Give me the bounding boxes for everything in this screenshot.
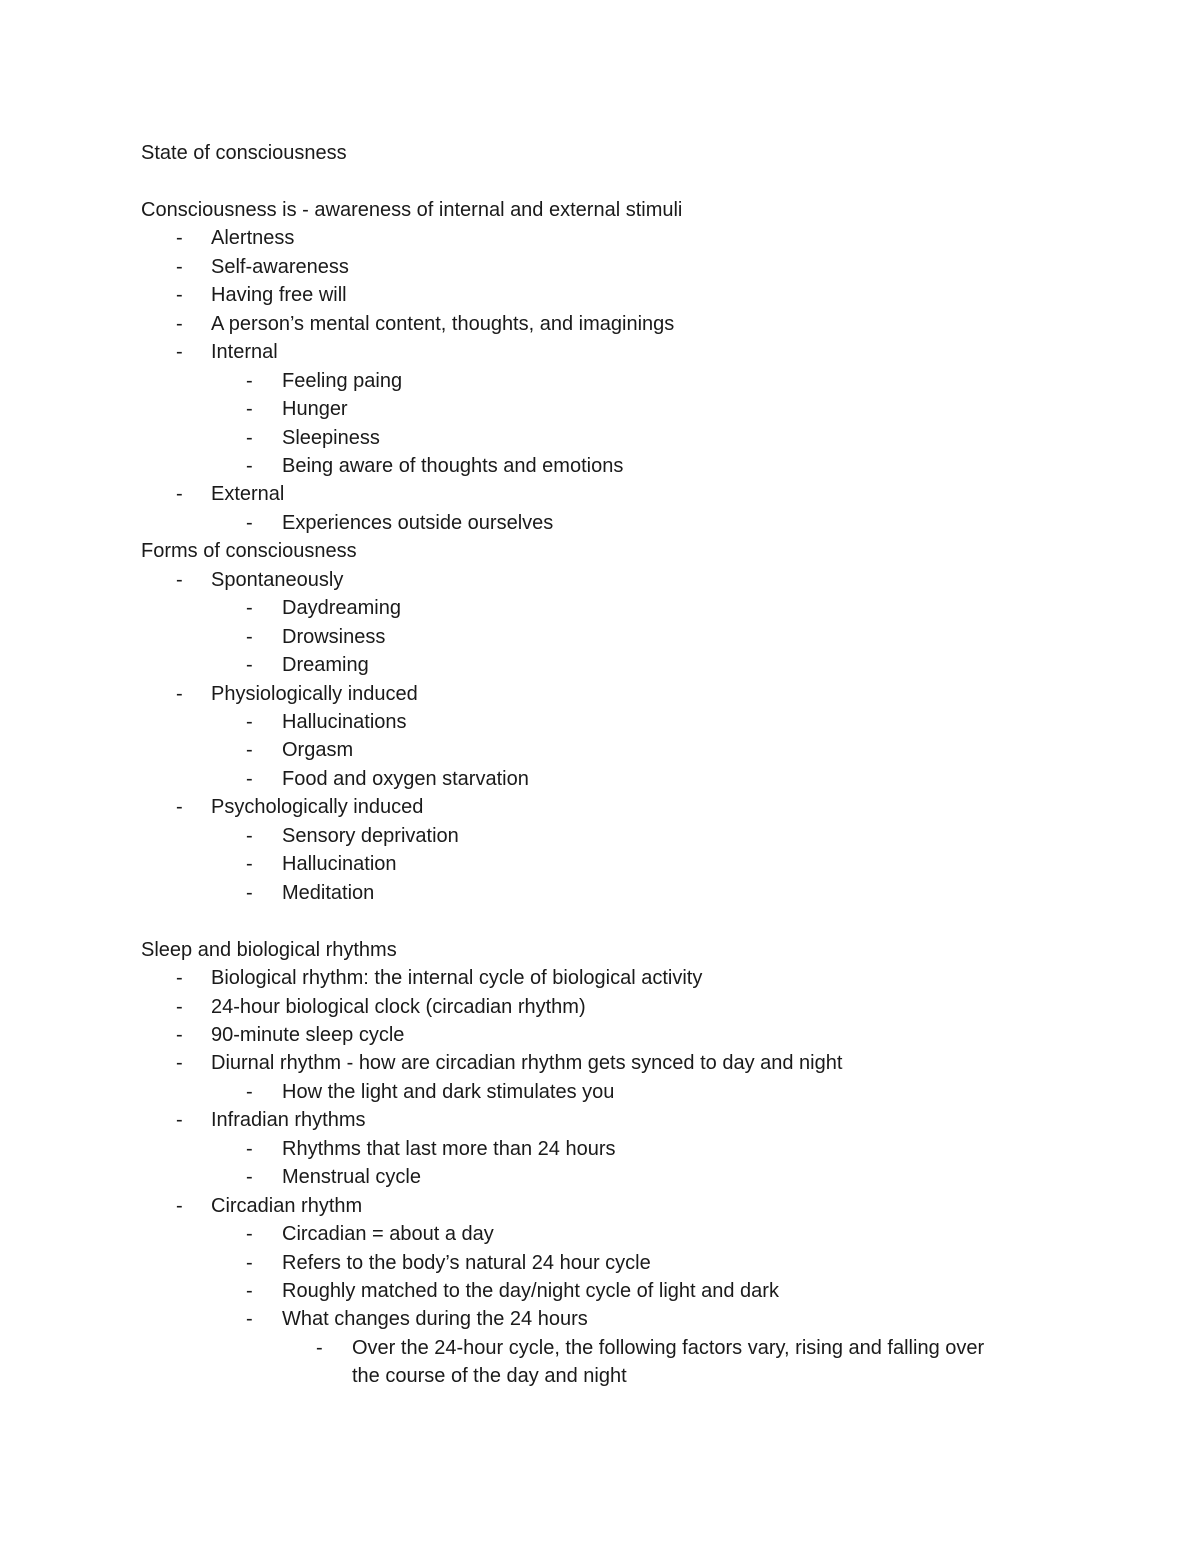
list-item: Spontaneously <box>211 568 344 591</box>
list-item: Biological rhythm: the internal cycle of biological activity <box>211 967 703 990</box>
bullet-dash: - <box>246 853 253 876</box>
list-item: Self-awareness <box>211 255 349 278</box>
list-item: the course of the day and night <box>352 1365 627 1388</box>
list-item: Alertness <box>211 227 295 250</box>
list-item: How the light and dark stimulates you <box>282 1080 615 1103</box>
bullet-dash: - <box>246 739 253 762</box>
bullet-dash: - <box>246 625 253 648</box>
list-item: Feeling paing <box>282 369 403 392</box>
bullet-dash: - <box>246 881 253 904</box>
list-item: Dreaming <box>282 654 369 677</box>
list-item: What changes during the 24 hours <box>282 1308 588 1331</box>
list-item: Psychologically induced <box>211 796 424 819</box>
bullet-dash: - <box>176 312 183 335</box>
list-item: Orgasm <box>282 739 354 762</box>
list-item: Hallucination <box>282 853 397 876</box>
bullet-dash: - <box>176 1052 183 1075</box>
list-item: Rhythms that last more than 24 hours <box>282 1137 616 1160</box>
heading-line: State of consciousness <box>141 142 347 164</box>
list-item: Being aware of thoughts and emotions <box>282 454 624 477</box>
list-item: Daydreaming <box>282 597 401 620</box>
bullet-dash: - <box>176 255 183 278</box>
bullet-dash: - <box>246 654 253 677</box>
list-item: 90-minute sleep cycle <box>211 1023 405 1046</box>
list-item: A person’s mental content, thoughts, and imaginings <box>211 312 675 335</box>
bullet-dash: - <box>246 1080 253 1103</box>
list-item: 24-hour biological clock (circadian rhythm) <box>211 995 586 1018</box>
list-item: Drowsiness <box>282 625 386 648</box>
bullet-dash: - <box>176 568 183 591</box>
bullet-dash: - <box>316 1336 323 1359</box>
bullet-dash: - <box>246 1251 253 1274</box>
bullet-dash: - <box>176 284 183 307</box>
bullet-dash: - <box>246 1280 253 1302</box>
list-item: Experiences outside ourselves <box>282 511 554 534</box>
bullet-dash: - <box>246 711 253 733</box>
list-item: Over the 24-hour cycle, the following factors vary, rising and falling over <box>352 1336 985 1359</box>
list-item: Roughly matched to the day/night cycle of light and dark <box>282 1280 779 1302</box>
list-item: Meditation <box>282 881 375 904</box>
bullet-dash: - <box>176 227 183 250</box>
bullet-dash: - <box>176 341 183 364</box>
list-item: Internal <box>211 341 278 364</box>
bullet-dash: - <box>176 483 183 506</box>
bullet-dash: - <box>246 1137 253 1160</box>
bullet-dash: - <box>176 967 183 990</box>
list-item: Circadian = about a day <box>282 1223 494 1246</box>
list-item: Refers to the body’s natural 24 hour cycle <box>282 1251 651 1274</box>
bullet-dash: - <box>246 767 253 790</box>
bullet-dash: - <box>246 454 253 477</box>
bullet-dash: - <box>246 1308 253 1331</box>
bullet-dash: - <box>176 682 183 705</box>
bullet-dash: - <box>246 398 253 421</box>
list-item: Menstrual cycle <box>282 1166 421 1189</box>
bullet-dash: - <box>176 995 183 1018</box>
bullet-dash: - <box>246 1166 253 1189</box>
list-item: Food and oxygen starvation <box>282 767 529 790</box>
heading-line: Forms of consciousness <box>141 540 357 563</box>
bullet-dash: - <box>176 1023 183 1046</box>
list-item: External <box>211 483 285 506</box>
heading-line: Sleep and biological rhythms <box>141 938 397 961</box>
bullet-dash: - <box>176 1109 183 1132</box>
list-item: Sleepiness <box>282 426 380 449</box>
bullet-dash: - <box>176 796 183 819</box>
bullet-dash: - <box>176 1194 183 1217</box>
list-item: Infradian rhythms <box>211 1109 366 1132</box>
list-item: Hunger <box>282 398 348 421</box>
bullet-dash: - <box>246 824 253 847</box>
list-item: Having free will <box>211 284 347 307</box>
list-item: Circadian rhythm <box>211 1194 363 1217</box>
bullet-dash: - <box>246 511 253 534</box>
bullet-dash: - <box>246 1223 253 1246</box>
list-item: Sensory deprivation <box>282 824 459 847</box>
heading-line: Consciousness is - awareness of internal and external stimuli <box>141 198 683 221</box>
list-item: Hallucinations <box>282 711 407 733</box>
list-item: Diurnal rhythm - how are circadian rhythm gets synced to day and night <box>211 1052 843 1075</box>
bullet-dash: - <box>246 369 253 392</box>
list-item: Physiologically induced <box>211 682 418 705</box>
bullet-dash: - <box>246 597 253 620</box>
bullet-dash: - <box>246 426 253 449</box>
